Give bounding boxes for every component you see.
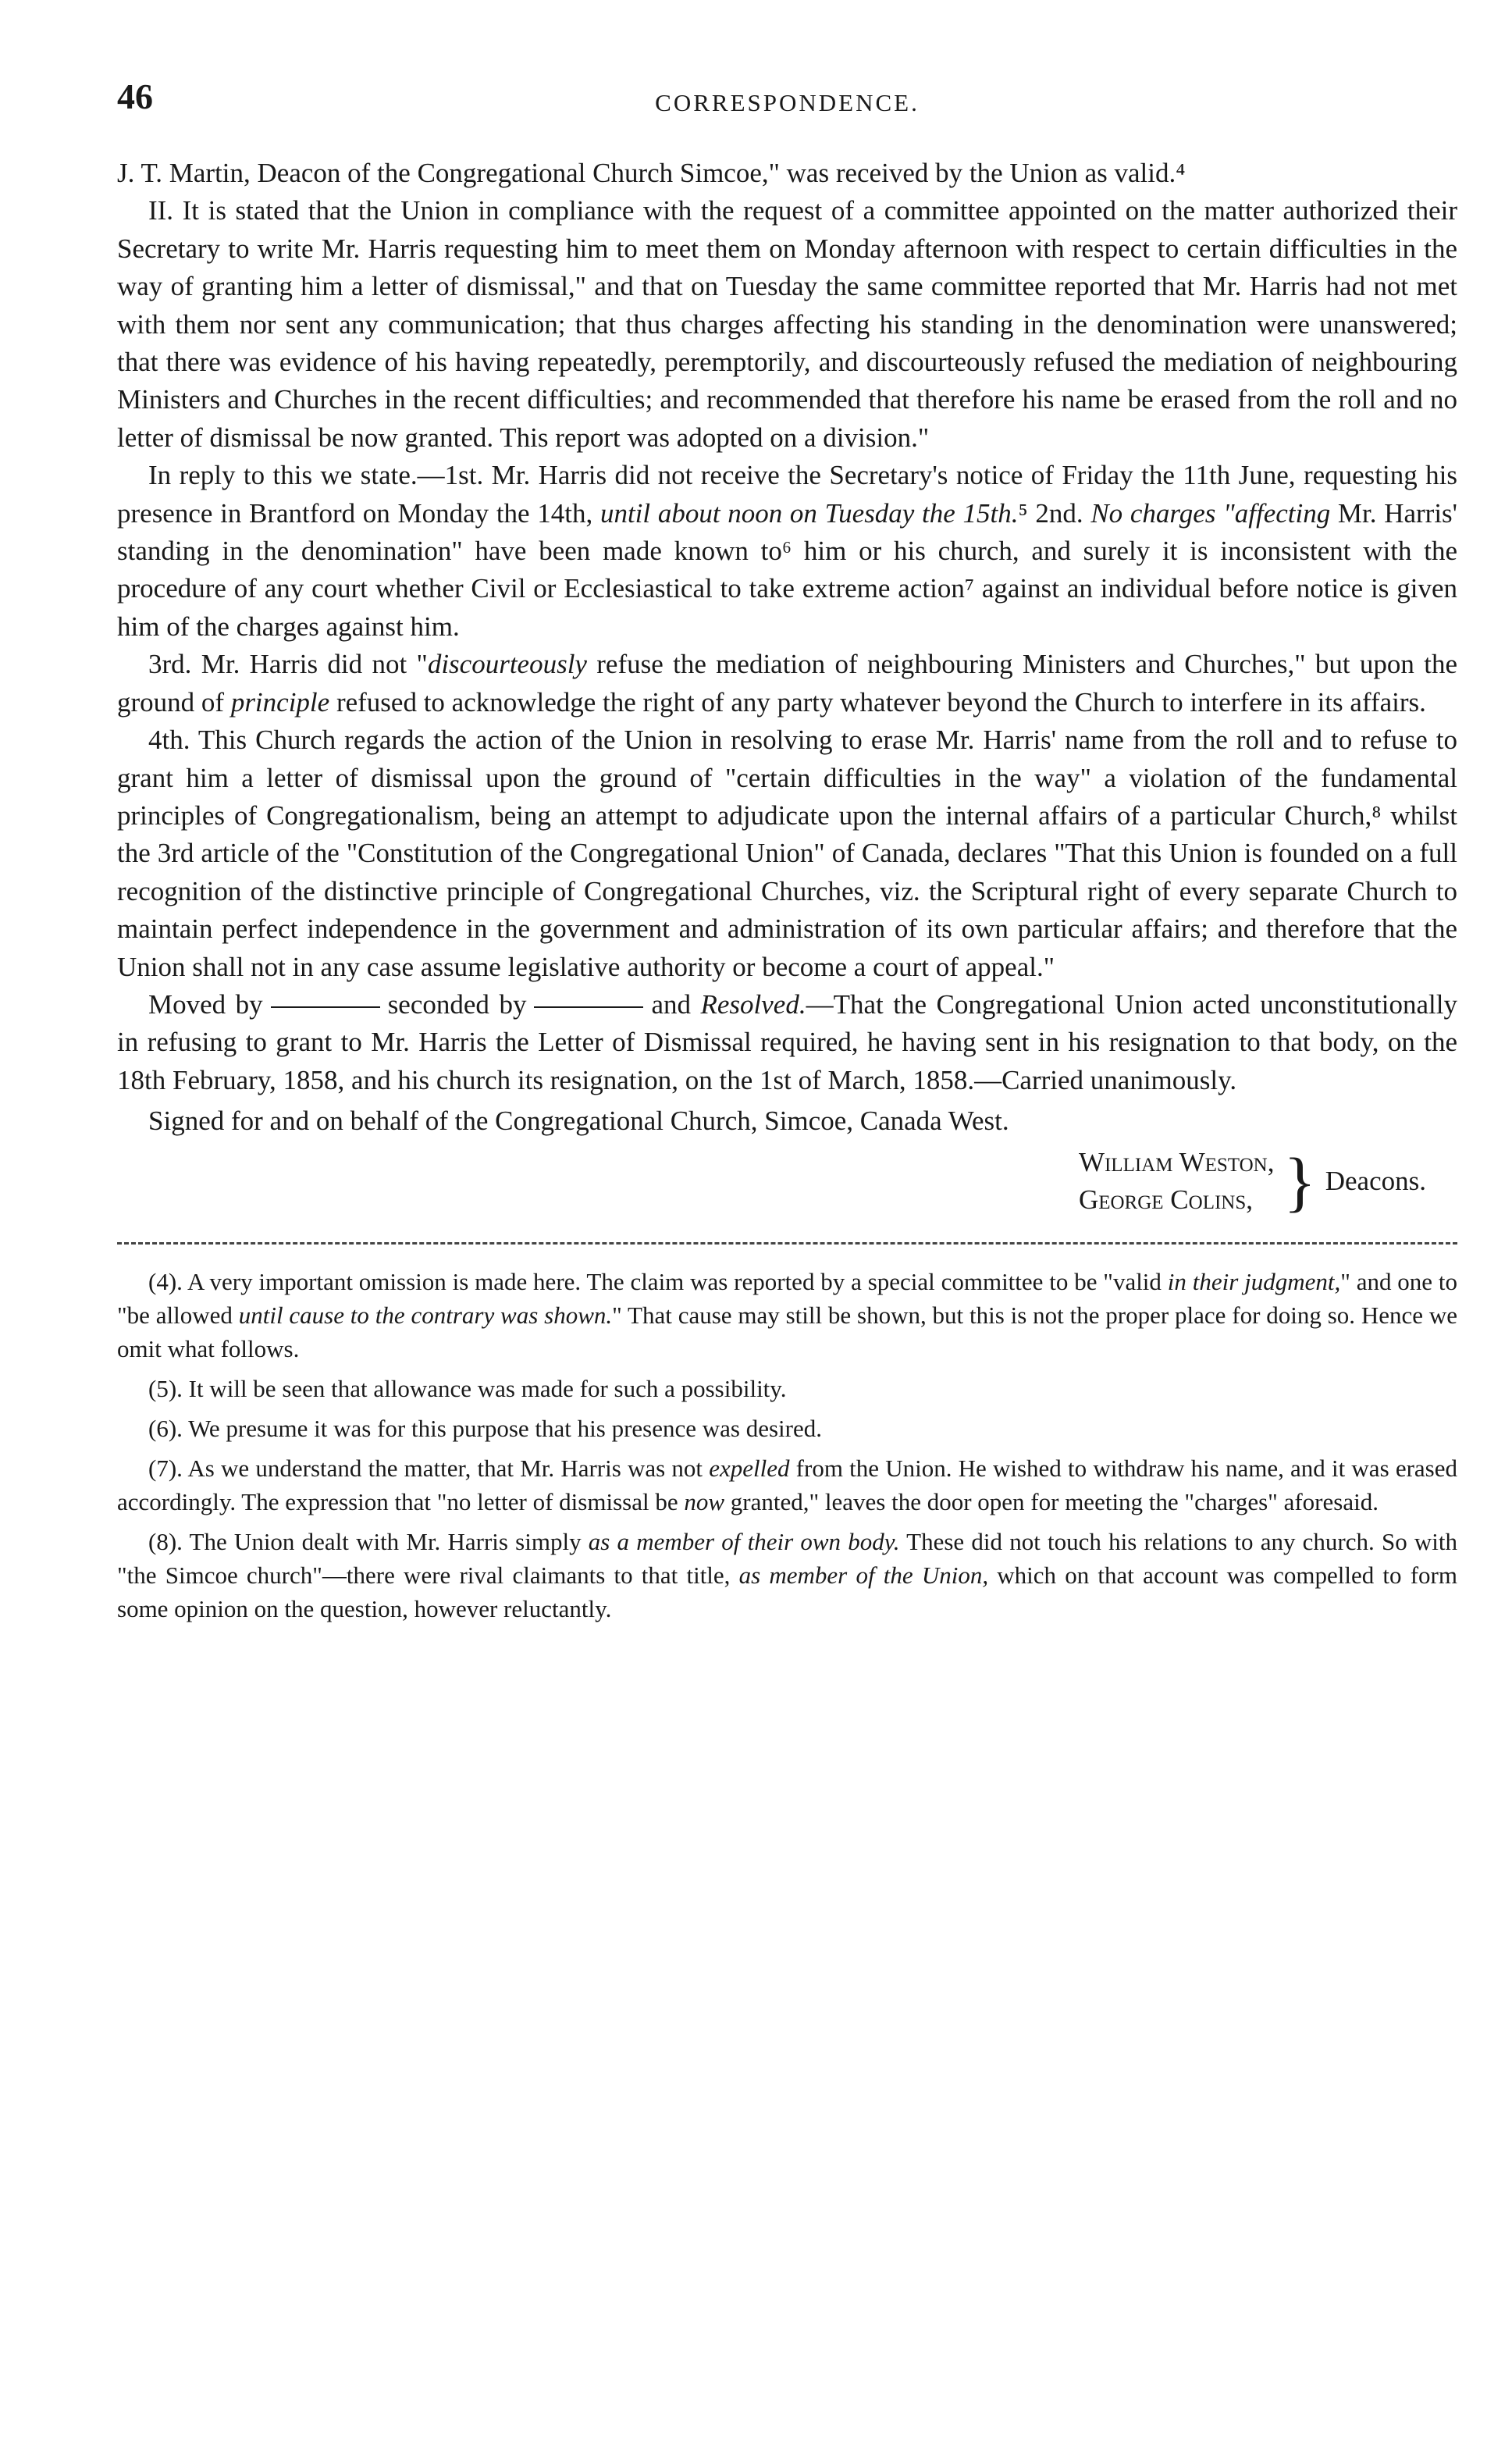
page-number: 46	[117, 77, 153, 116]
text-span: refused to acknowledge the right of any party whatever beyond the Church to interfere in its affairs.	[329, 686, 1426, 718]
italic-text: principle	[230, 686, 330, 718]
text-span: Moved by	[148, 988, 263, 1020]
text-span: granted," leaves the door open for meeting the "charges" aforesaid.	[724, 1488, 1379, 1516]
signatory-name: George Colins,	[1078, 1184, 1253, 1215]
signatories	[117, 1144, 1426, 1220]
footnote-7	[117, 1451, 1457, 1519]
text-span: In reply to this we state.—1st. Mr. Harris did not receive the Secretary's notice of Friday the 11th June, requesting his presence in Brantford on Monday the 14th,	[117, 460, 1457, 529]
text-span: (7). As we understand the matter, that Mr. Harris was not	[148, 1455, 710, 1483]
signatory-role: Deacons.	[1325, 1165, 1426, 1196]
italic-text: discourteously	[427, 649, 587, 680]
footnote-8	[117, 1525, 1457, 1626]
text-span: (4). A very important omission is made here. The claim was reported by a special committee to be "valid	[148, 1268, 1168, 1296]
italic-text: now	[684, 1488, 725, 1516]
italic-text: No charges "affecting	[1090, 497, 1331, 529]
signatory-names	[1079, 1144, 1275, 1220]
italic-text: as member of the Union,	[738, 1561, 989, 1590]
running-head	[117, 78, 1457, 125]
text-span: from the Union. He wished to withdraw his name, and it was erased accordingly. The expression that "no letter of dismissal be	[117, 1455, 1457, 1516]
text-span: and	[651, 988, 701, 1020]
footnote-divider	[117, 1242, 1457, 1245]
paragraph-resolution	[117, 986, 1457, 1099]
footnote-4	[117, 1265, 1457, 1366]
footnote-6: (6). We presume it was for this purpose that his presence was desired.	[148, 1415, 822, 1443]
text-span: Mr. Harris' standing in the denomination" have been made known to⁶ him or his church, and surely it is inconsistent with the procedure of any court whether Civil or Ecclesiastical to take extreme action⁷ against an individual before notice is given him of the charges against him.	[117, 497, 1457, 642]
paragraph-fourth: 4th. This Church regards the action of the Union in resolving to erase Mr. Harris' name from the roll and to refuse to grant him a letter of dismissal upon the ground of "certain difficulties in the way" a violation of the fundamental principles of Congregationalism, being an attempt to adjudicate upon the internal affairs of a particular Church,⁸ whilst the 3rd article of the "Constitution of the Congregational Union" of Canada, declares "That this Union is founded on a full recognition of the distinctive principle of Congregational Churches, viz. the Scriptural right of every separate Church to maintain perfect independence in the government and administration of its own particular affairs; and therefore that the Union shall not in any case assume legislative authority or become a court of appeal."	[117, 725, 1457, 982]
signatory-name: William Weston,	[1078, 1146, 1275, 1177]
text-span: —That the Congregational Union acted unconstitutionally in refusing to grant to Mr. Harris the Letter of Dismissal required, he having sent in his resignation to that body, on the 18th February, 1858, and his church its resignation, on the 1st of March, 1858.—Carried unanimously.	[117, 988, 1457, 1095]
text-span: (8). The Union dealt with Mr. Harris simply	[148, 1528, 589, 1556]
paragraph-continuation: J. T. Martin, Deacon of the Congregational Church Simcoe," was received by the Union as valid.⁴	[117, 158, 1186, 188]
italic-text: as a member of their own body.	[588, 1528, 900, 1556]
body-text	[117, 155, 1457, 1219]
footnotes	[117, 1265, 1457, 1626]
paragraph-reply	[117, 457, 1457, 646]
italic-text: Resolved.	[700, 988, 806, 1020]
italic-text: in their judgment,	[1167, 1268, 1341, 1296]
paragraph-section-ii: II. It is stated that the Union in compliance with the request of a committee appointed on the matter authorized their Secretary to write Mr. Harris requesting him to meet them on Monday afternoon with respect to certain difficulties in the way of granting him a letter of dismissal," and that on Tuesday the same committee reported that Mr. Harris had not met with them nor sent any communication; that thus charges affecting his standing in the denomination were unanswered; that there was evidence of his having repeatedly, peremptorily, and discourteously refused the mediation of neighbouring Ministers and Churches in the recent difficulties; and recommended that therefore his name be erased from the roll and no letter of dismissal be now granted. This report was adopted on a division."	[117, 195, 1457, 453]
signed-line: Signed for and on behalf of the Congregational Church, Simcoe, Canada West.	[148, 1106, 1009, 1137]
blank-line	[534, 1006, 643, 1008]
text-span: " That cause may still be shown, but this is not the proper place for doing so. Hence we omit what follows.	[117, 1301, 1457, 1363]
italic-text: until cause to the contrary was shown.	[238, 1301, 613, 1330]
text-span: seconded by	[387, 988, 527, 1020]
text-span: which on that account was compelled to form some opinion on the question, however reluctantly.	[117, 1561, 1457, 1623]
text-span: 3rd. Mr. Harris did not "	[148, 649, 428, 680]
text-span: refuse the mediation of neighbouring Ministers and Churches," but upon the ground of	[117, 649, 1457, 718]
italic-text: until about noon on Tuesday the 15th.	[599, 497, 1019, 529]
text-span: These did not touch his relations to any church. So with "the Simcoe church"—there were rival claimants to that title,	[117, 1528, 1458, 1590]
brace-symbol: }	[1283, 1143, 1316, 1219]
italic-text: expelled	[709, 1455, 790, 1483]
running-title: CORRESPONDENCE.	[655, 89, 920, 116]
text-span: " and one to "be allowed	[117, 1268, 1457, 1330]
paragraph-third	[117, 646, 1457, 721]
blank-line	[271, 1006, 380, 1008]
footnote-5: (5). It will be seen that allowance was made for such a possibility.	[148, 1375, 787, 1403]
text-span: ⁵ 2nd.	[1018, 497, 1091, 529]
